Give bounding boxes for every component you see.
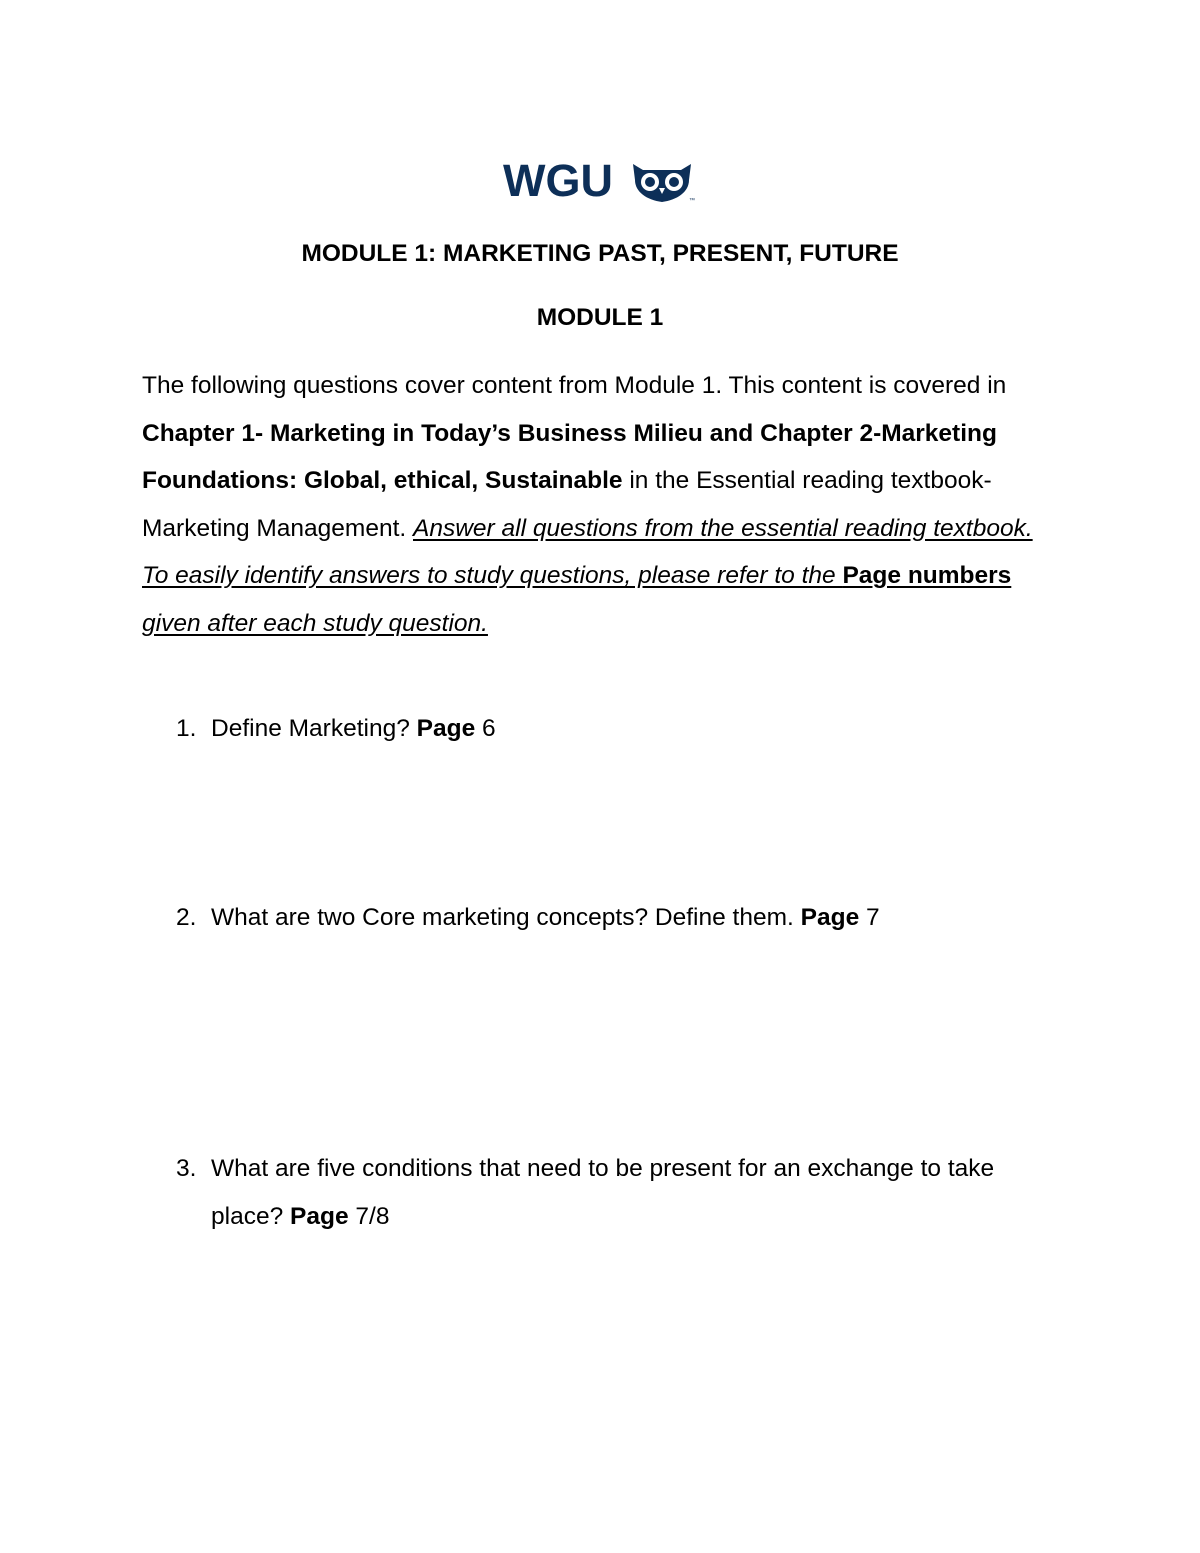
logo-text: WGU: [503, 156, 613, 204]
instruction-text-1: Answer all questions from the essential reading textbook. To easily identify answers to study questions, please refer to the: [142, 514, 1033, 589]
question-number: 1.: [176, 715, 197, 742]
question-item: [176, 705, 1056, 753]
page-number: 7/8: [348, 1202, 390, 1230]
page-label: Page: [416, 715, 476, 742]
owl-icon: [633, 164, 695, 204]
wgu-logo: [503, 156, 698, 204]
instruction-text-2: given after each study question.: [142, 609, 488, 637]
question-prompt: What are five conditions that need to be present for an exchange to take place?: [211, 1155, 995, 1230]
question-text: [211, 894, 1056, 942]
page-number: 6: [475, 715, 496, 742]
question-prompt: Define Marketing?: [211, 715, 417, 742]
question-item: [176, 894, 1056, 942]
question-text: [211, 1145, 1056, 1240]
intro-text-2: in the Essential reading textbook- Marketing Management.: [142, 467, 992, 542]
page-subtitle: MODULE 1: [536, 304, 664, 331]
question-item: [176, 1145, 1056, 1240]
intro-text-1: The following questions cover content from Module 1. This content is covered in: [142, 372, 1007, 399]
svg-text:™: ™: [689, 198, 695, 204]
question-prompt: What are two Core marketing concepts? Define them.: [211, 904, 801, 931]
page-number: 7: [859, 904, 880, 931]
page-label: Page: [800, 904, 860, 931]
intro-chapters: Chapter 1- Marketing in Today’s Business Milieu and Chapter 2-Marketing Foundations: Global, ethical, Sustainable: [142, 419, 997, 494]
instruction-bold: Page numbers: [842, 562, 1012, 589]
question-number: 2.: [176, 904, 197, 931]
intro-paragraph: [142, 362, 1062, 647]
page-title: MODULE 1: MARKETING PAST, PRESENT, FUTURE: [301, 240, 899, 267]
question-text: [211, 705, 1056, 753]
question-number: 3.: [176, 1155, 197, 1182]
page-label: Page: [290, 1202, 349, 1230]
